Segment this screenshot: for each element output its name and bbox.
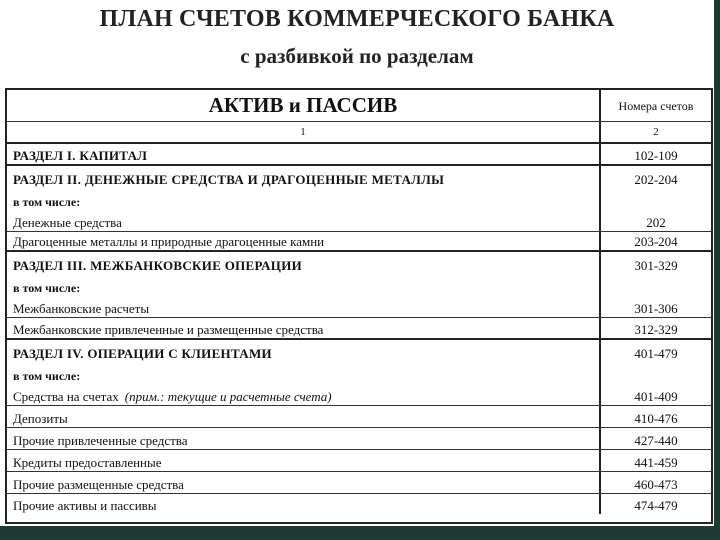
row-label: Драгоценные металлы и природные драгоценные камни — [7, 232, 601, 250]
row-label: Денежные средства — [7, 210, 601, 231]
row-label: в том числе: — [7, 274, 601, 296]
table-row — [7, 318, 711, 340]
row-label: Прочие привлеченные средства — [7, 428, 601, 449]
row-accounts — [601, 274, 711, 296]
row-accounts: 401-409 — [634, 389, 678, 404]
header-account-numbers: Номера счетов — [618, 98, 694, 113]
table-row — [7, 296, 711, 318]
row-accounts: 202 — [646, 215, 666, 230]
row-accounts: 301-306 — [634, 301, 678, 316]
row-accounts: 102-109 — [634, 148, 678, 163]
row-accounts: 401-479 — [634, 346, 678, 361]
page-title: ПЛАН СЧЕТОВ КОММЕРЧЕСКОГО БАНКА — [99, 6, 615, 32]
row-accounts: 301-329 — [634, 258, 678, 273]
header-assets-liabilities: АКТИВ и ПАССИВ — [7, 90, 601, 121]
table-row — [7, 472, 711, 494]
table-header-row — [7, 90, 711, 122]
table-row — [7, 494, 711, 514]
row-label: в том числе: — [7, 362, 601, 384]
row-label: Межбанковские привлеченные и размещенные средства — [7, 318, 601, 338]
row-accounts: 312-329 — [634, 322, 678, 337]
row-accounts — [601, 362, 711, 384]
accounts-table — [5, 88, 713, 524]
table-row — [7, 144, 711, 166]
row-label-text: Средства на счетах — [13, 389, 119, 404]
row-label — [7, 384, 601, 405]
row-label: Депозиты — [7, 406, 601, 427]
row-accounts — [601, 188, 711, 210]
row-accounts: 410-476 — [634, 411, 678, 426]
table-row — [7, 362, 711, 384]
row-accounts: 203-204 — [634, 234, 678, 249]
row-accounts: 441-459 — [634, 455, 678, 470]
row-note: (прим.: текущие и расчетные счета) — [124, 389, 332, 404]
row-label: РАЗДЕЛ II. ДЕНЕЖНЫЕ СРЕДСТВА И ДРАГОЦЕННЫЕ МЕТАЛЛЫ — [7, 166, 601, 188]
column-number-row — [7, 122, 711, 144]
row-label: РАЗДЕЛ III. МЕЖБАНКОВСКИЕ ОПЕРАЦИИ — [7, 252, 601, 274]
table-row — [7, 210, 711, 232]
row-accounts: 460-473 — [634, 477, 678, 492]
column-number-1: 1 — [7, 122, 601, 142]
table-row — [7, 406, 711, 428]
table-row — [7, 188, 711, 210]
table-row — [7, 340, 711, 362]
table-row — [7, 384, 711, 406]
page-subtitle: с разбивкой по разделам — [240, 44, 474, 68]
column-number-2: 2 — [653, 125, 659, 138]
table-row — [7, 450, 711, 472]
row-accounts: 202-204 — [634, 172, 678, 187]
table-row — [7, 274, 711, 296]
row-label: РАЗДЕЛ I. КАПИТАЛ — [7, 144, 601, 164]
row-label: Кредиты предоставленные — [7, 450, 601, 471]
row-label: РАЗДЕЛ IV. ОПЕРАЦИИ С КЛИЕНТАМИ — [7, 340, 601, 362]
table-row — [7, 232, 711, 252]
row-label: Межбанковские расчеты — [7, 296, 601, 317]
row-label: в том числе: — [7, 188, 601, 210]
row-label: Прочие размещенные средства — [7, 472, 601, 493]
table-row — [7, 428, 711, 450]
row-label: Прочие активы и пассивы — [7, 494, 601, 514]
row-accounts: 474-479 — [634, 498, 678, 513]
row-accounts: 427-440 — [634, 433, 678, 448]
table-row — [7, 252, 711, 274]
table-row — [7, 166, 711, 188]
